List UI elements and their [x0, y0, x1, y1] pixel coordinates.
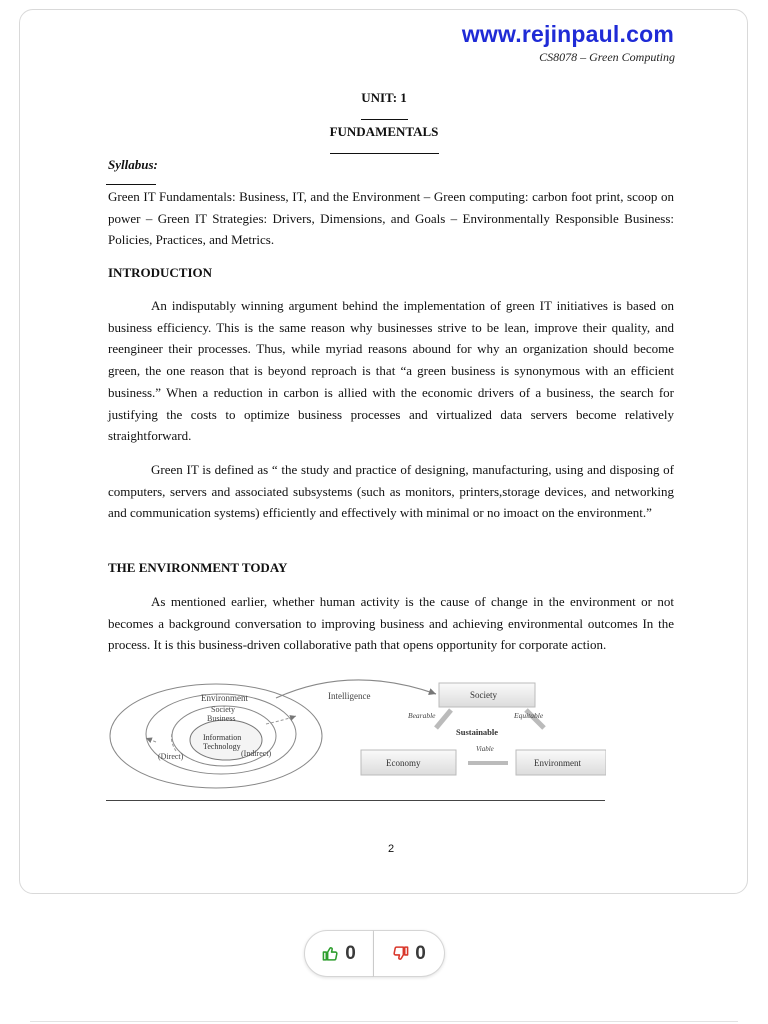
- environment-heading: THE ENVIRONMENT TODAY: [108, 560, 288, 575]
- direct-label: (Direct): [158, 752, 184, 761]
- introduction-heading: INTRODUCTION: [108, 265, 213, 280]
- core-label-line1: Information: [203, 733, 242, 742]
- ring-society-label: Society: [211, 705, 235, 714]
- indirect-label: (Indirect): [241, 749, 272, 758]
- unit-underline: [361, 119, 408, 120]
- site-url-header[interactable]: www.rejinpaul.com: [461, 21, 674, 47]
- course-code: CS8078 – Green Computing: [539, 50, 675, 64]
- upvote-button[interactable]: [304, 930, 374, 977]
- diagram-bottom-rule: [106, 800, 605, 801]
- intro-paragraph-2: Green IT is defined as “ the study and practice of designing, manufacturing, using and disposing of computers, servers and associated subsystems (such as monitors, printers,storage devices, and networking and communication systems) efficiently and effectively with minimal or no imoact on the environment.”: [108, 462, 674, 521]
- core-label-line2: Technology: [203, 742, 241, 751]
- sustainable-label: Sustainable: [456, 727, 499, 737]
- syllabus-label: Syllabus:: [108, 157, 158, 172]
- intro-paragraph-1: An indisputably winning argument behind the implementation of green IT initiatives is based on business efficiency. This is the same reason why businesses strive to be lean, improve their quality, and reengineer their processes. Thus, while myriad reasons abound for why an organization should become green, the one reason that is beyond reproach is that “a green business is synonymous with an efficient business.” When a reduction in carbon is allied with the economic drivers of a business, the search for justifying the costs to optimize business processes and virtualized data servers become relatively straightforward.: [108, 298, 674, 444]
- society-box-label: Society: [470, 690, 497, 700]
- vote-buttons: [304, 930, 445, 977]
- thumbs-up-icon: [322, 945, 339, 962]
- equitable-label: Equitable: [514, 711, 544, 720]
- thumbs-down-icon: [392, 945, 409, 962]
- downvote-button[interactable]: [374, 930, 445, 977]
- unit-title: UNIT: 1: [361, 90, 407, 105]
- upvote-count: 0: [345, 942, 356, 964]
- environment-box-label: Environment: [534, 758, 581, 768]
- green-it-diagram: [106, 676, 606, 802]
- bearable-label: Bearable: [408, 711, 436, 720]
- footer-divider: [30, 1021, 738, 1022]
- intelligence-label: Intelligence: [328, 691, 371, 701]
- environment-paragraph: As mentioned earlier, whether human activity is the cause of change in the environment or not becomes a background conversation to improving business and achieving environmental outcomes In the process. It is this business-driven collaborative path that opens opportunity for corporate action.: [108, 594, 674, 653]
- section-title: FUNDAMENTALS: [329, 124, 439, 139]
- viable-label: Viable: [476, 745, 494, 753]
- downvote-count: 0: [415, 942, 426, 964]
- syllabus-text: Green IT Fundamentals: Business, IT, and the Environment – Green computing: carbon foot print, scoop on power – Green IT Strategies: Drivers, Dimensions, and Goals – Environmentally Responsible Business: Policies, Practices, and Metrics.: [108, 189, 674, 248]
- ring-environment-label: Environment: [201, 693, 248, 703]
- section-underline: [330, 153, 439, 154]
- ring-business-label: Business: [207, 714, 236, 723]
- economy-box-label: Economy: [386, 758, 421, 768]
- syllabus-underline: [106, 184, 156, 185]
- page-number: 2: [387, 843, 395, 855]
